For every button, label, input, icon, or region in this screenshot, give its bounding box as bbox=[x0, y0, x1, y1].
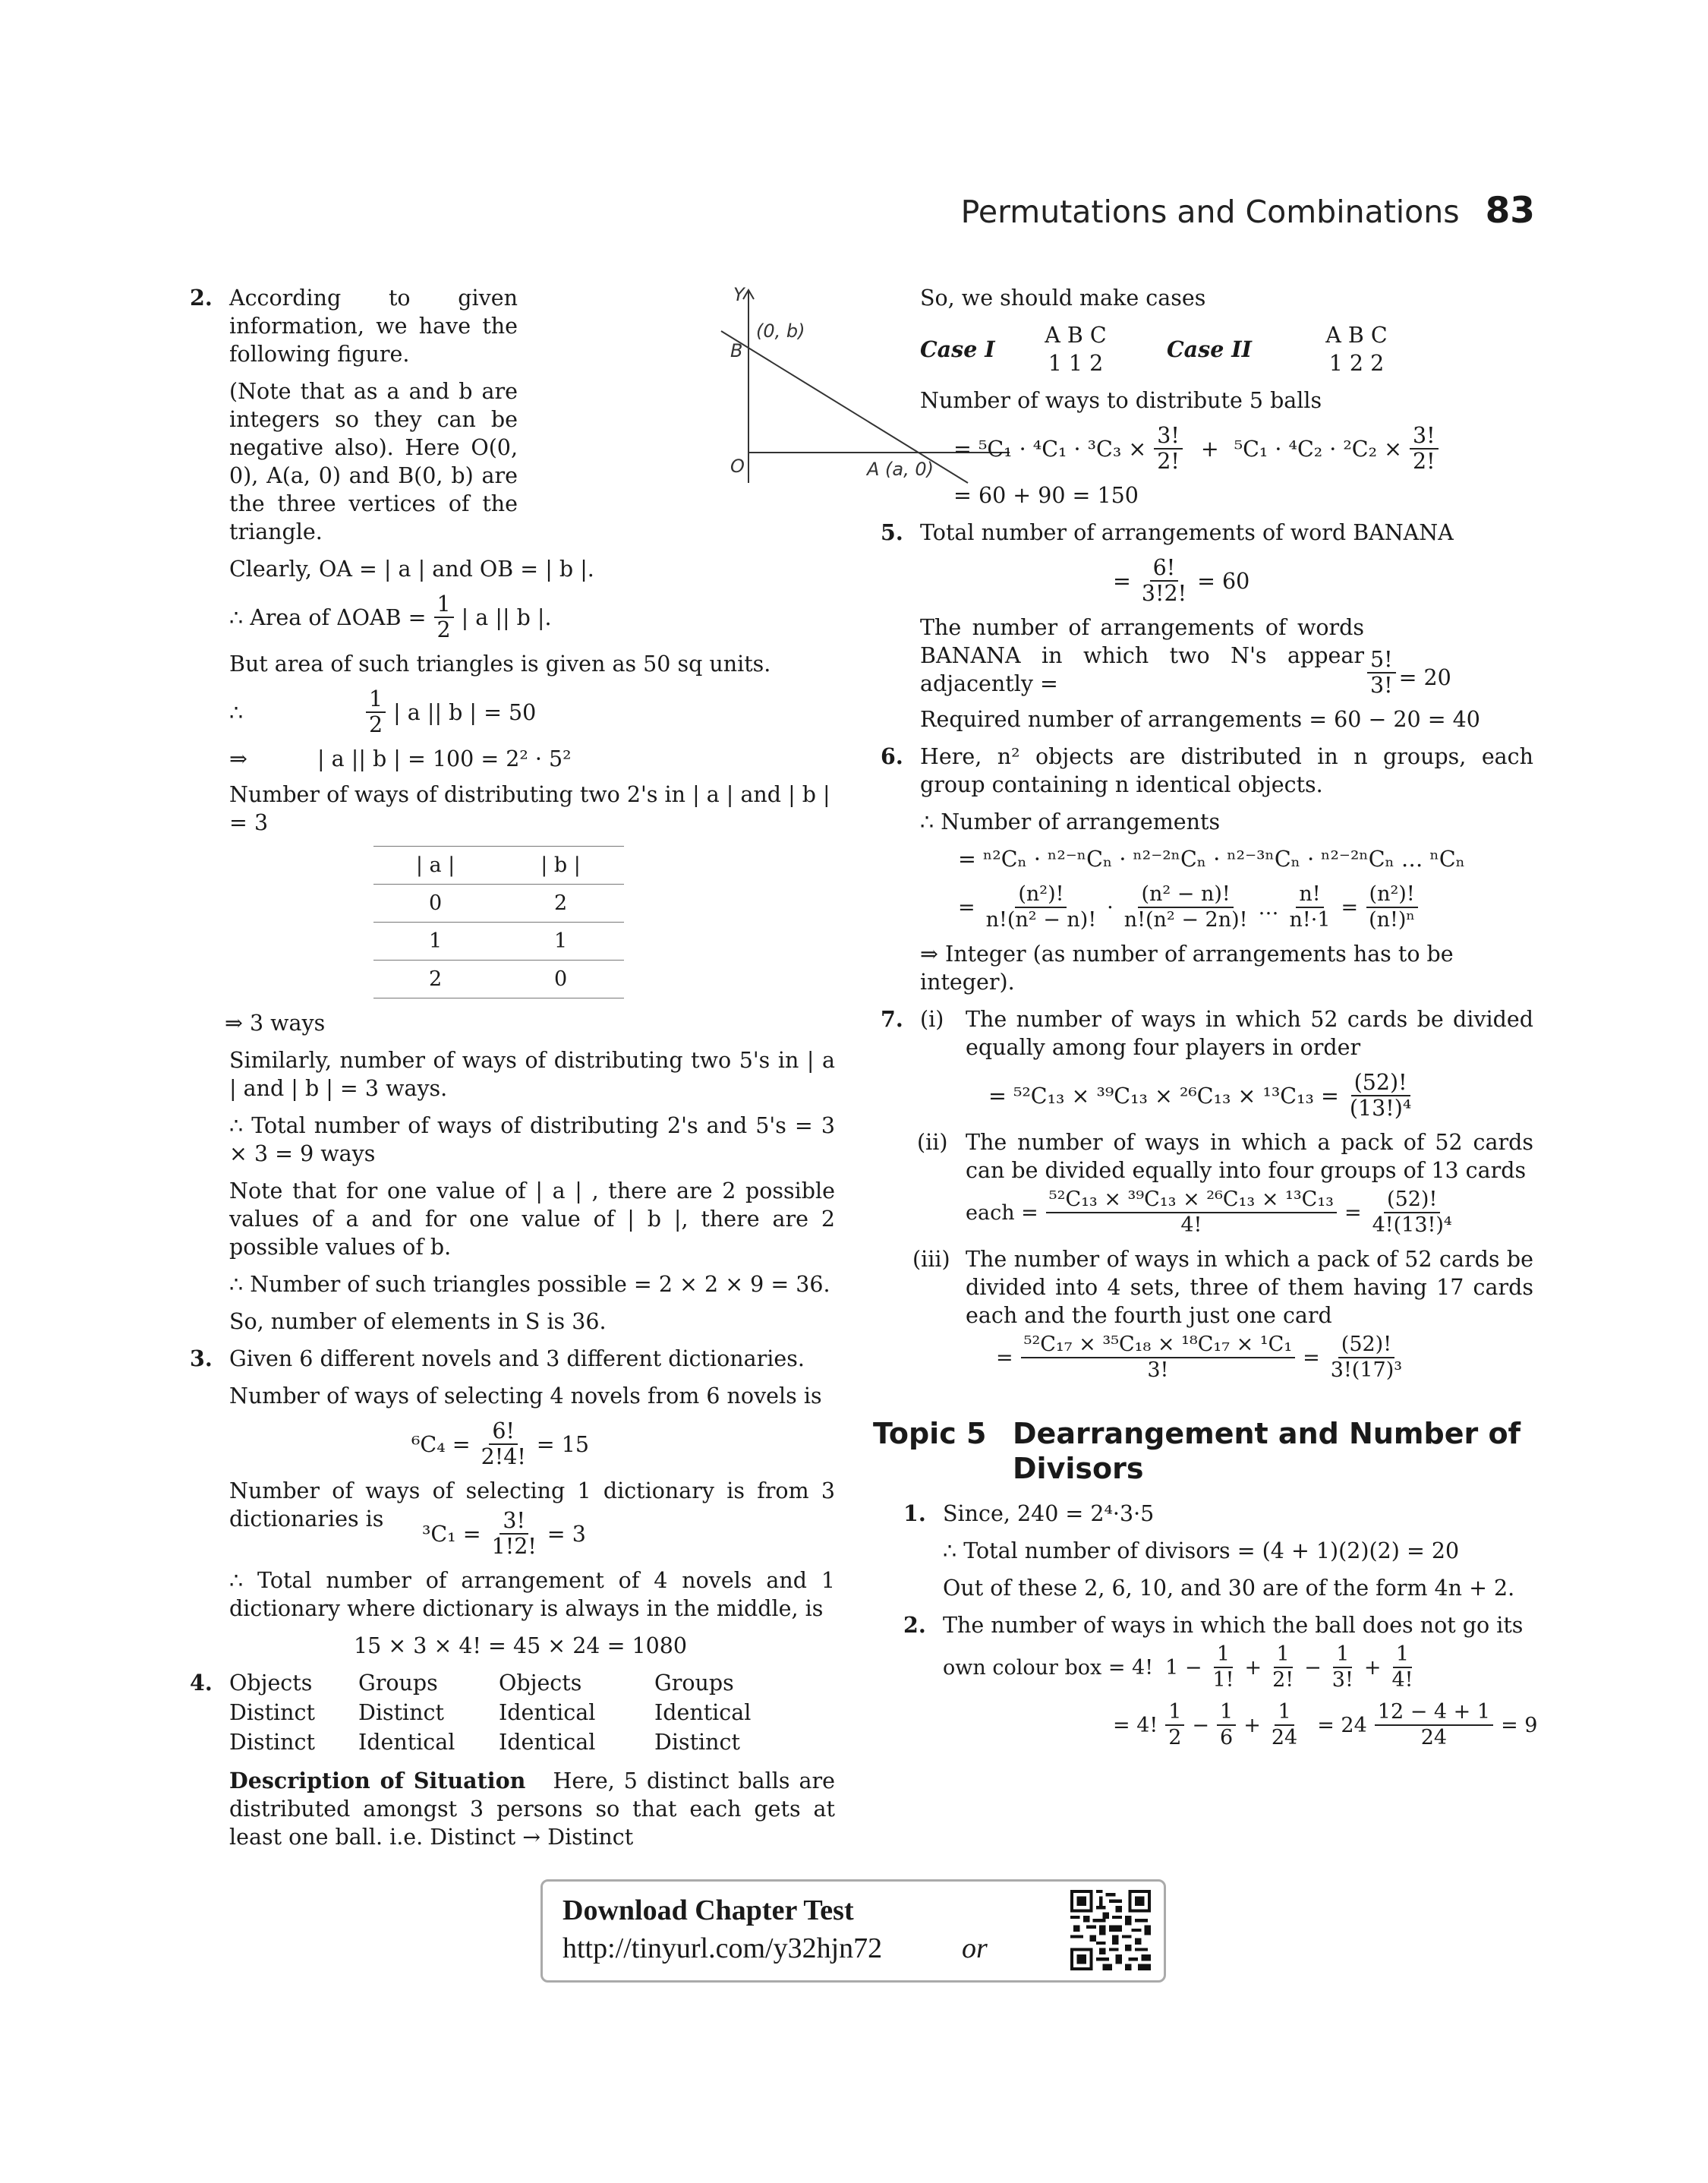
topic-title: Dearrangement and Number of Divisors bbox=[1013, 1417, 1521, 1485]
q3-c64-result: = 15 bbox=[536, 1431, 589, 1457]
q5-line2: The number of arrangements of words BANANA in which two N's appear adjacently = bbox=[920, 615, 1364, 696]
q4-eq-a-fraction bbox=[1154, 424, 1183, 474]
question-number: 6. bbox=[881, 743, 903, 769]
q7-ii-den1: 4! bbox=[1180, 1213, 1202, 1237]
grid-cell: Distinct bbox=[229, 1730, 315, 1755]
q6-eq2 bbox=[920, 882, 1533, 932]
q4-equation bbox=[920, 424, 1533, 474]
q7-iii-f2 bbox=[1328, 1333, 1405, 1383]
table-cell: 1 bbox=[497, 923, 624, 961]
q3-c31-den: 1!2! bbox=[491, 1534, 537, 1559]
question-number: 1. bbox=[903, 1500, 926, 1526]
q5-num: 6! bbox=[1150, 556, 1179, 582]
t5q2-f1d: 1! bbox=[1212, 1668, 1234, 1692]
q7-iii-equals2: = bbox=[1303, 1345, 1320, 1370]
q2-area-den: 2 bbox=[436, 617, 451, 642]
t5q2-f3 bbox=[1329, 1642, 1357, 1692]
q3-c64-fraction bbox=[478, 1419, 529, 1469]
q7-ii-den2: 4!(13!)⁴ bbox=[1372, 1213, 1452, 1237]
q5-fraction bbox=[1139, 556, 1190, 606]
t5q2-g3d: 24 bbox=[1271, 1726, 1298, 1749]
q7-ii-eq bbox=[966, 1188, 1533, 1238]
grid-cell: Distinct bbox=[358, 1700, 444, 1725]
q4-eq-b-fraction bbox=[1410, 424, 1439, 474]
table-cell: 2 bbox=[497, 885, 624, 923]
t5q2-f4 bbox=[1388, 1642, 1416, 1692]
question-3 bbox=[190, 1345, 835, 1660]
q2-eq1-suffix: | a || b | = 50 bbox=[393, 699, 537, 725]
q7-i-eq bbox=[966, 1071, 1533, 1121]
t5q2-b0: = 4! bbox=[1113, 1713, 1158, 1737]
qr-code-icon[interactable] bbox=[1070, 1890, 1151, 1970]
q6-f3 bbox=[1287, 882, 1334, 932]
q2-total: ∴ Total number of ways of distributing 2's and 5's = 3 × 3 = 9 ways bbox=[229, 1113, 835, 1166]
q7-i-fraction bbox=[1347, 1071, 1414, 1121]
q6-line1: Here, n² objects are distributed in n groups, each group containing n identical objects. bbox=[920, 744, 1533, 797]
download-title: Download Chapter Test bbox=[563, 1894, 854, 1926]
q3-c31-fraction bbox=[489, 1509, 540, 1559]
q3-c31-result: = 3 bbox=[547, 1521, 586, 1547]
q7-i-den: (13!)⁴ bbox=[1349, 1096, 1412, 1121]
t5q2-b4: = 9 bbox=[1501, 1713, 1538, 1737]
case1-label: Case I bbox=[920, 336, 995, 362]
case1-table bbox=[1030, 321, 1121, 377]
t5q2-f3n: 1 bbox=[1333, 1642, 1352, 1668]
t5q2-f2d: 2! bbox=[1272, 1668, 1294, 1692]
q2-note: (Note that as a and b are integers so they can be negative also). Here O(0, 0), A(a, 0) and B(0, b) are the three vertices of the triangle. bbox=[229, 379, 518, 544]
case2-bottom: 1 2 2 bbox=[1328, 351, 1385, 376]
q2-eq1-den: 2 bbox=[369, 712, 383, 737]
case2-table bbox=[1311, 321, 1402, 377]
q7-iii-f1 bbox=[1021, 1333, 1296, 1383]
q7-iii-den2: 3!(17)³ bbox=[1330, 1358, 1403, 1382]
q5-den: 3!2! bbox=[1141, 581, 1187, 606]
q2-area bbox=[229, 592, 835, 642]
t5q1-total: ∴ Total number of divisors = (4 + 1)(2)(2) = 20 bbox=[943, 1538, 1460, 1563]
t5q2-g3n: 1 bbox=[1275, 1700, 1294, 1726]
q6-f2 bbox=[1121, 882, 1251, 932]
q5-line1: Total number of arrangements of word BANANA bbox=[920, 520, 1454, 545]
q4-eq-a-den: 2! bbox=[1157, 449, 1180, 474]
q7-iii-num2: (52)! bbox=[1338, 1333, 1394, 1358]
t5q2-f2n: 1 bbox=[1274, 1642, 1293, 1668]
t5q2-eq2 bbox=[943, 1700, 1538, 1750]
q5-adjacent bbox=[920, 614, 1533, 698]
q6-f2-den: n!(n² − 2n)! bbox=[1123, 908, 1248, 932]
q2-eq2 bbox=[229, 745, 835, 773]
q7-i-text: The number of ways in which 52 cards be divided equally among four players in order bbox=[966, 1007, 1533, 1060]
q7-iii-equals: = bbox=[996, 1345, 1013, 1370]
q5-eq-prefix: = bbox=[1113, 568, 1131, 594]
q5-adj-den: 3! bbox=[1370, 673, 1393, 698]
q4-desc-title: Description of Situation bbox=[229, 1768, 526, 1793]
q3-c64 bbox=[229, 1419, 835, 1469]
t5q2-g1n: 1 bbox=[1165, 1700, 1184, 1726]
t5q2-g1d: 2 bbox=[1168, 1726, 1182, 1749]
q5-required: Required number of arrangements = 60 − 20 = 40 bbox=[920, 707, 1480, 732]
q4-eq-b-num: 3! bbox=[1410, 424, 1439, 450]
grid-cell: Objects bbox=[499, 1670, 582, 1696]
t5q1-out: Out of these 2, 6, 10, and 30 are of the form 4n + 2. bbox=[943, 1576, 1515, 1601]
page-number: 83 bbox=[1485, 190, 1535, 232]
topic-5-heading bbox=[873, 1416, 1533, 1486]
q7-i-num: (52)! bbox=[1351, 1071, 1410, 1096]
q6-dots: … bbox=[1258, 895, 1279, 920]
t5q2-f4n: 1 bbox=[1393, 1642, 1412, 1668]
t5q2-b2: + bbox=[1243, 1713, 1261, 1737]
q4-eq-plus: + bbox=[1200, 436, 1219, 462]
question-4-continued bbox=[881, 284, 1533, 509]
case1-bottom: 1 1 2 bbox=[1048, 351, 1104, 376]
table-cell: 0 bbox=[497, 961, 624, 998]
q4-eq-a: = ⁵C₁ · ⁴C₁ · ³C₃ × bbox=[953, 436, 1147, 462]
topic5-question-1 bbox=[903, 1500, 1533, 1602]
q7-ii-num2: (52)! bbox=[1384, 1188, 1440, 1213]
point-b-label: B bbox=[730, 340, 743, 361]
q2-eq1-num: 1 bbox=[366, 687, 386, 713]
q7-iii-text: The number of ways in which a pack of 52 cards be divided into 4 sets, three of them having 17 cards each and the fourth just one card bbox=[966, 1247, 1533, 1328]
grid-cell: Identical bbox=[654, 1700, 752, 1725]
q4-grid bbox=[229, 1669, 835, 1756]
question-6 bbox=[881, 743, 1533, 996]
point-a-label: A (a, 0) bbox=[867, 459, 934, 480]
q2-eq2-text: | a || b | = 100 = 2² · 5² bbox=[317, 746, 572, 771]
q6-eq2-equals: = bbox=[958, 895, 975, 920]
table-row bbox=[373, 961, 624, 998]
q7-part-i bbox=[920, 1005, 1533, 1121]
question-4 bbox=[190, 1669, 835, 1851]
q7-i-eq-text: = ⁵²C₁₃ × ³⁹C₁₃ × ²⁶C₁₃ × ¹³C₁₃ = bbox=[988, 1083, 1339, 1109]
table-header: | b | bbox=[497, 847, 624, 885]
grid-cell: Distinct bbox=[654, 1730, 740, 1755]
q2-so: So, number of elements in S is 36. bbox=[229, 1309, 607, 1334]
t5q2-g4n: 12 − 4 + 1 bbox=[1375, 1700, 1493, 1726]
t5q2-eq1 bbox=[943, 1642, 1533, 1692]
q6-dot: · bbox=[1107, 895, 1114, 920]
q6-eq1: = ⁿ²Cₙ · ⁿ²⁻ⁿCₙ · ⁿ²⁻²ⁿCₙ · ⁿ²⁻³ⁿCₙ · ⁿ²⁻²ⁿCₙ … ⁿCₙ bbox=[958, 847, 1465, 872]
table-header-row bbox=[373, 847, 624, 885]
q2-area-prefix: ∴ Area of ΔOAB = bbox=[229, 604, 427, 630]
t5q2-a3: − bbox=[1304, 1655, 1322, 1680]
q2-area-fraction bbox=[434, 592, 454, 642]
q6-f3-den: n!·1 bbox=[1289, 908, 1331, 932]
q4-result: = 60 + 90 = 150 bbox=[953, 483, 1139, 508]
q2-implies: ⇒ bbox=[229, 746, 247, 771]
triangle-figure bbox=[524, 284, 934, 489]
q5-adj-result: = 20 bbox=[1398, 665, 1451, 690]
topic5-question-2 bbox=[903, 1611, 1538, 1750]
q3-c64-num: 6! bbox=[489, 1419, 518, 1445]
t5q1-since: Since, 240 = 2⁴·3·5 bbox=[943, 1501, 1155, 1526]
question-number: 2. bbox=[190, 285, 213, 311]
q2-eq1-fraction bbox=[366, 687, 386, 737]
table-cell: 1 bbox=[373, 923, 497, 961]
q6-eq2-equals2: = bbox=[1341, 895, 1359, 920]
table-row bbox=[373, 923, 624, 961]
q4-desc-text: Here, 5 distinct balls are distributed amongst 3 persons so that each gets at least one ball. i.e. Distinct → Distinct bbox=[229, 1768, 835, 1850]
chapter-title: Permutations and Combinations bbox=[960, 194, 1460, 230]
t5q2-f3d: 3! bbox=[1331, 1668, 1353, 1692]
q7-iii-eq bbox=[966, 1333, 1533, 1383]
q2-note2: Note that for one value of | a | , there are 2 possible values of a and for one value of | b |, there are 2 possible values of b. bbox=[229, 1178, 835, 1260]
q2-clearly: Clearly, OA = | a | and OB = | b |. bbox=[229, 557, 594, 582]
t5q2-g1 bbox=[1165, 1700, 1184, 1750]
q7-part-iii bbox=[912, 1245, 1533, 1383]
table-row bbox=[373, 885, 624, 923]
q6-f2-num: (n² − n)! bbox=[1138, 882, 1233, 908]
q2-eq1 bbox=[229, 687, 835, 737]
t5q2-f1n: 1 bbox=[1214, 1642, 1233, 1668]
q2-area-suffix: | a || b |. bbox=[461, 604, 552, 630]
q7-ii-f1 bbox=[1046, 1188, 1337, 1238]
question-7 bbox=[881, 1005, 1533, 1383]
q2-but: But area of such triangles is given as 50 sq units. bbox=[229, 651, 771, 677]
q6-f3-num: n! bbox=[1296, 882, 1323, 908]
table-header: | a | bbox=[373, 847, 497, 885]
q6-num-arr: ∴ Number of arrangements bbox=[920, 809, 1221, 834]
q5-result: = 60 bbox=[1197, 568, 1250, 594]
q2-area-num: 1 bbox=[434, 592, 454, 618]
q7-ii-equals: = bbox=[1344, 1200, 1362, 1225]
q7-iii-num1: ⁵²C₁₇ × ³⁵C₁₈ × ¹⁸C₁₇ × ¹C₁ bbox=[1021, 1333, 1296, 1358]
t5q2-f2 bbox=[1269, 1642, 1297, 1692]
download-or: or bbox=[962, 1932, 988, 1964]
right-column bbox=[873, 284, 1538, 1758]
t5q2-a4: + bbox=[1363, 1655, 1382, 1680]
q3-c31-prefix: ³C₁ = bbox=[422, 1521, 481, 1547]
question-number: 5. bbox=[881, 519, 903, 545]
grid-cell: Identical bbox=[358, 1730, 455, 1755]
q6-f1-den: n!(n² − n)! bbox=[985, 908, 1097, 932]
q3-c64-prefix: ⁶C₄ = bbox=[411, 1431, 471, 1457]
topic-label: Topic 5 bbox=[873, 1417, 987, 1450]
t5q2-g3 bbox=[1268, 1700, 1300, 1750]
q4-eq-b: ⁵C₁ · ⁴C₂ · ²C₂ × bbox=[1234, 436, 1402, 462]
question-5 bbox=[881, 519, 1533, 733]
q5-adj-fraction bbox=[1367, 648, 1396, 698]
grid-cell: Groups bbox=[358, 1670, 438, 1696]
t5q2-g4d: 24 bbox=[1420, 1726, 1448, 1749]
q6-integer: ⇒ Integer (as number of arrangements has to be integer). bbox=[920, 942, 1454, 995]
q6-f4 bbox=[1366, 882, 1418, 932]
q3-given: Given 6 different novels and 3 different dictionaries. bbox=[229, 1346, 805, 1371]
q3-ways-dict: Number of ways of selecting 1 dictionary is from 3 dictionaries is bbox=[229, 1478, 835, 1532]
t5q2-g4 bbox=[1375, 1700, 1493, 1750]
q4-eq-a-num: 3! bbox=[1154, 424, 1183, 450]
table-cell: 0 bbox=[373, 885, 497, 923]
case1-top: A B C bbox=[1045, 323, 1107, 348]
grid-cell: Objects bbox=[229, 1670, 313, 1696]
q3-ways-novels: Number of ways of selecting 4 novels from 6 novels is bbox=[229, 1383, 822, 1409]
q3-total: ∴ Total number of arrangement of 4 novels and 1 dictionary where dictionary is always in the middle, is bbox=[229, 1568, 835, 1621]
q4-description bbox=[229, 1767, 835, 1851]
grid-cell: Identical bbox=[499, 1700, 596, 1725]
t5q2-a1: 1 − bbox=[1165, 1655, 1202, 1680]
q2-num-triangles: ∴ Number of such triangles possible = 2 × 2 × 9 = 36. bbox=[229, 1272, 830, 1297]
q6-f4-den: (n!)ⁿ bbox=[1369, 908, 1416, 932]
q7-iii-label: (iii) bbox=[912, 1247, 950, 1272]
grid-cell: Identical bbox=[499, 1730, 596, 1755]
q4-cases bbox=[920, 321, 1533, 377]
t5q2-own: own colour box = 4! bbox=[943, 1655, 1154, 1680]
q2-intro: According to given information, we have the following figure. bbox=[229, 285, 518, 367]
q7-ii-each: each = bbox=[966, 1200, 1038, 1225]
q3-c64-den: 2!4! bbox=[481, 1444, 526, 1469]
t5q2-line1: The number of ways in which the ball does not go its bbox=[943, 1613, 1524, 1638]
q6-f1-num: (n²)! bbox=[1015, 882, 1067, 908]
t5q2-b1: − bbox=[1192, 1713, 1210, 1737]
download-chapter-test-box[interactable] bbox=[540, 1879, 1166, 1983]
q7-part-ii bbox=[917, 1128, 1533, 1238]
q4-cases-intro: So, we should make cases bbox=[920, 285, 1206, 311]
t5q2-g2n: 1 bbox=[1217, 1700, 1236, 1726]
y-axis-label: Y bbox=[733, 284, 745, 305]
t5q2-f1 bbox=[1209, 1642, 1237, 1692]
q6-f1 bbox=[983, 882, 1100, 932]
case2-top: A B C bbox=[1325, 323, 1388, 348]
grid-cell: Distinct bbox=[229, 1700, 315, 1725]
origin-label: O bbox=[730, 456, 745, 477]
t5q2-f4d: 4! bbox=[1391, 1668, 1413, 1692]
t5q2-g2d: 6 bbox=[1220, 1726, 1234, 1749]
download-link[interactable]: http://tinyurl.com/y32hjn72 bbox=[563, 1932, 883, 1964]
question-number: 4. bbox=[190, 1670, 213, 1696]
q7-ii-label: (ii) bbox=[917, 1130, 948, 1155]
q7-i-label: (i) bbox=[920, 1007, 944, 1032]
t5q2-b3: = 24 bbox=[1317, 1713, 1367, 1737]
q3-result: 15 × 3 × 4! = 45 × 24 = 1080 bbox=[354, 1633, 688, 1658]
t5q2-g2 bbox=[1217, 1700, 1236, 1750]
q3-c31-num: 3! bbox=[499, 1509, 528, 1535]
q2-ways-dist: Number of ways of distributing two 2's in | a | and | b | = 3 bbox=[229, 782, 830, 835]
q2-three-ways: ⇒ 3 ways bbox=[225, 1011, 326, 1036]
question-number: 3. bbox=[190, 1345, 213, 1371]
q5-equation bbox=[920, 556, 1533, 606]
distribution-table bbox=[373, 846, 624, 998]
q4-ways-balls: Number of ways to distribute 5 balls bbox=[920, 388, 1322, 413]
q2-therefore: ∴ bbox=[229, 699, 244, 725]
table-cell: 2 bbox=[373, 961, 497, 998]
q7-ii-num1: ⁵²C₁₃ × ³⁹C₁₃ × ²⁶C₁₃ × ¹³C₁₃ bbox=[1046, 1188, 1337, 1213]
page-header bbox=[961, 190, 1535, 232]
q5-adj-num: 5! bbox=[1367, 648, 1396, 674]
t5q2-a2: + bbox=[1244, 1655, 1262, 1680]
q4-eq-b-den: 2! bbox=[1412, 449, 1435, 474]
q7-ii-text: The number of ways in which a pack of 52 cards can be divided equally into four groups of 13 cards bbox=[966, 1130, 1533, 1183]
grid-cell: Groups bbox=[654, 1670, 734, 1696]
q7-iii-den1: 3! bbox=[1147, 1358, 1169, 1382]
question-number: 7. bbox=[881, 1006, 903, 1032]
question-number: 2. bbox=[903, 1612, 926, 1638]
point-b-coordinates: (0, b) bbox=[756, 320, 805, 342]
q6-f4-num: (n²)! bbox=[1366, 882, 1418, 908]
q2-similarly: Similarly, number of ways of distributing two 5's in | a | and | b | = 3 ways. bbox=[229, 1048, 835, 1101]
case2-label: Case II bbox=[1167, 336, 1252, 362]
q7-ii-f2 bbox=[1369, 1188, 1455, 1238]
